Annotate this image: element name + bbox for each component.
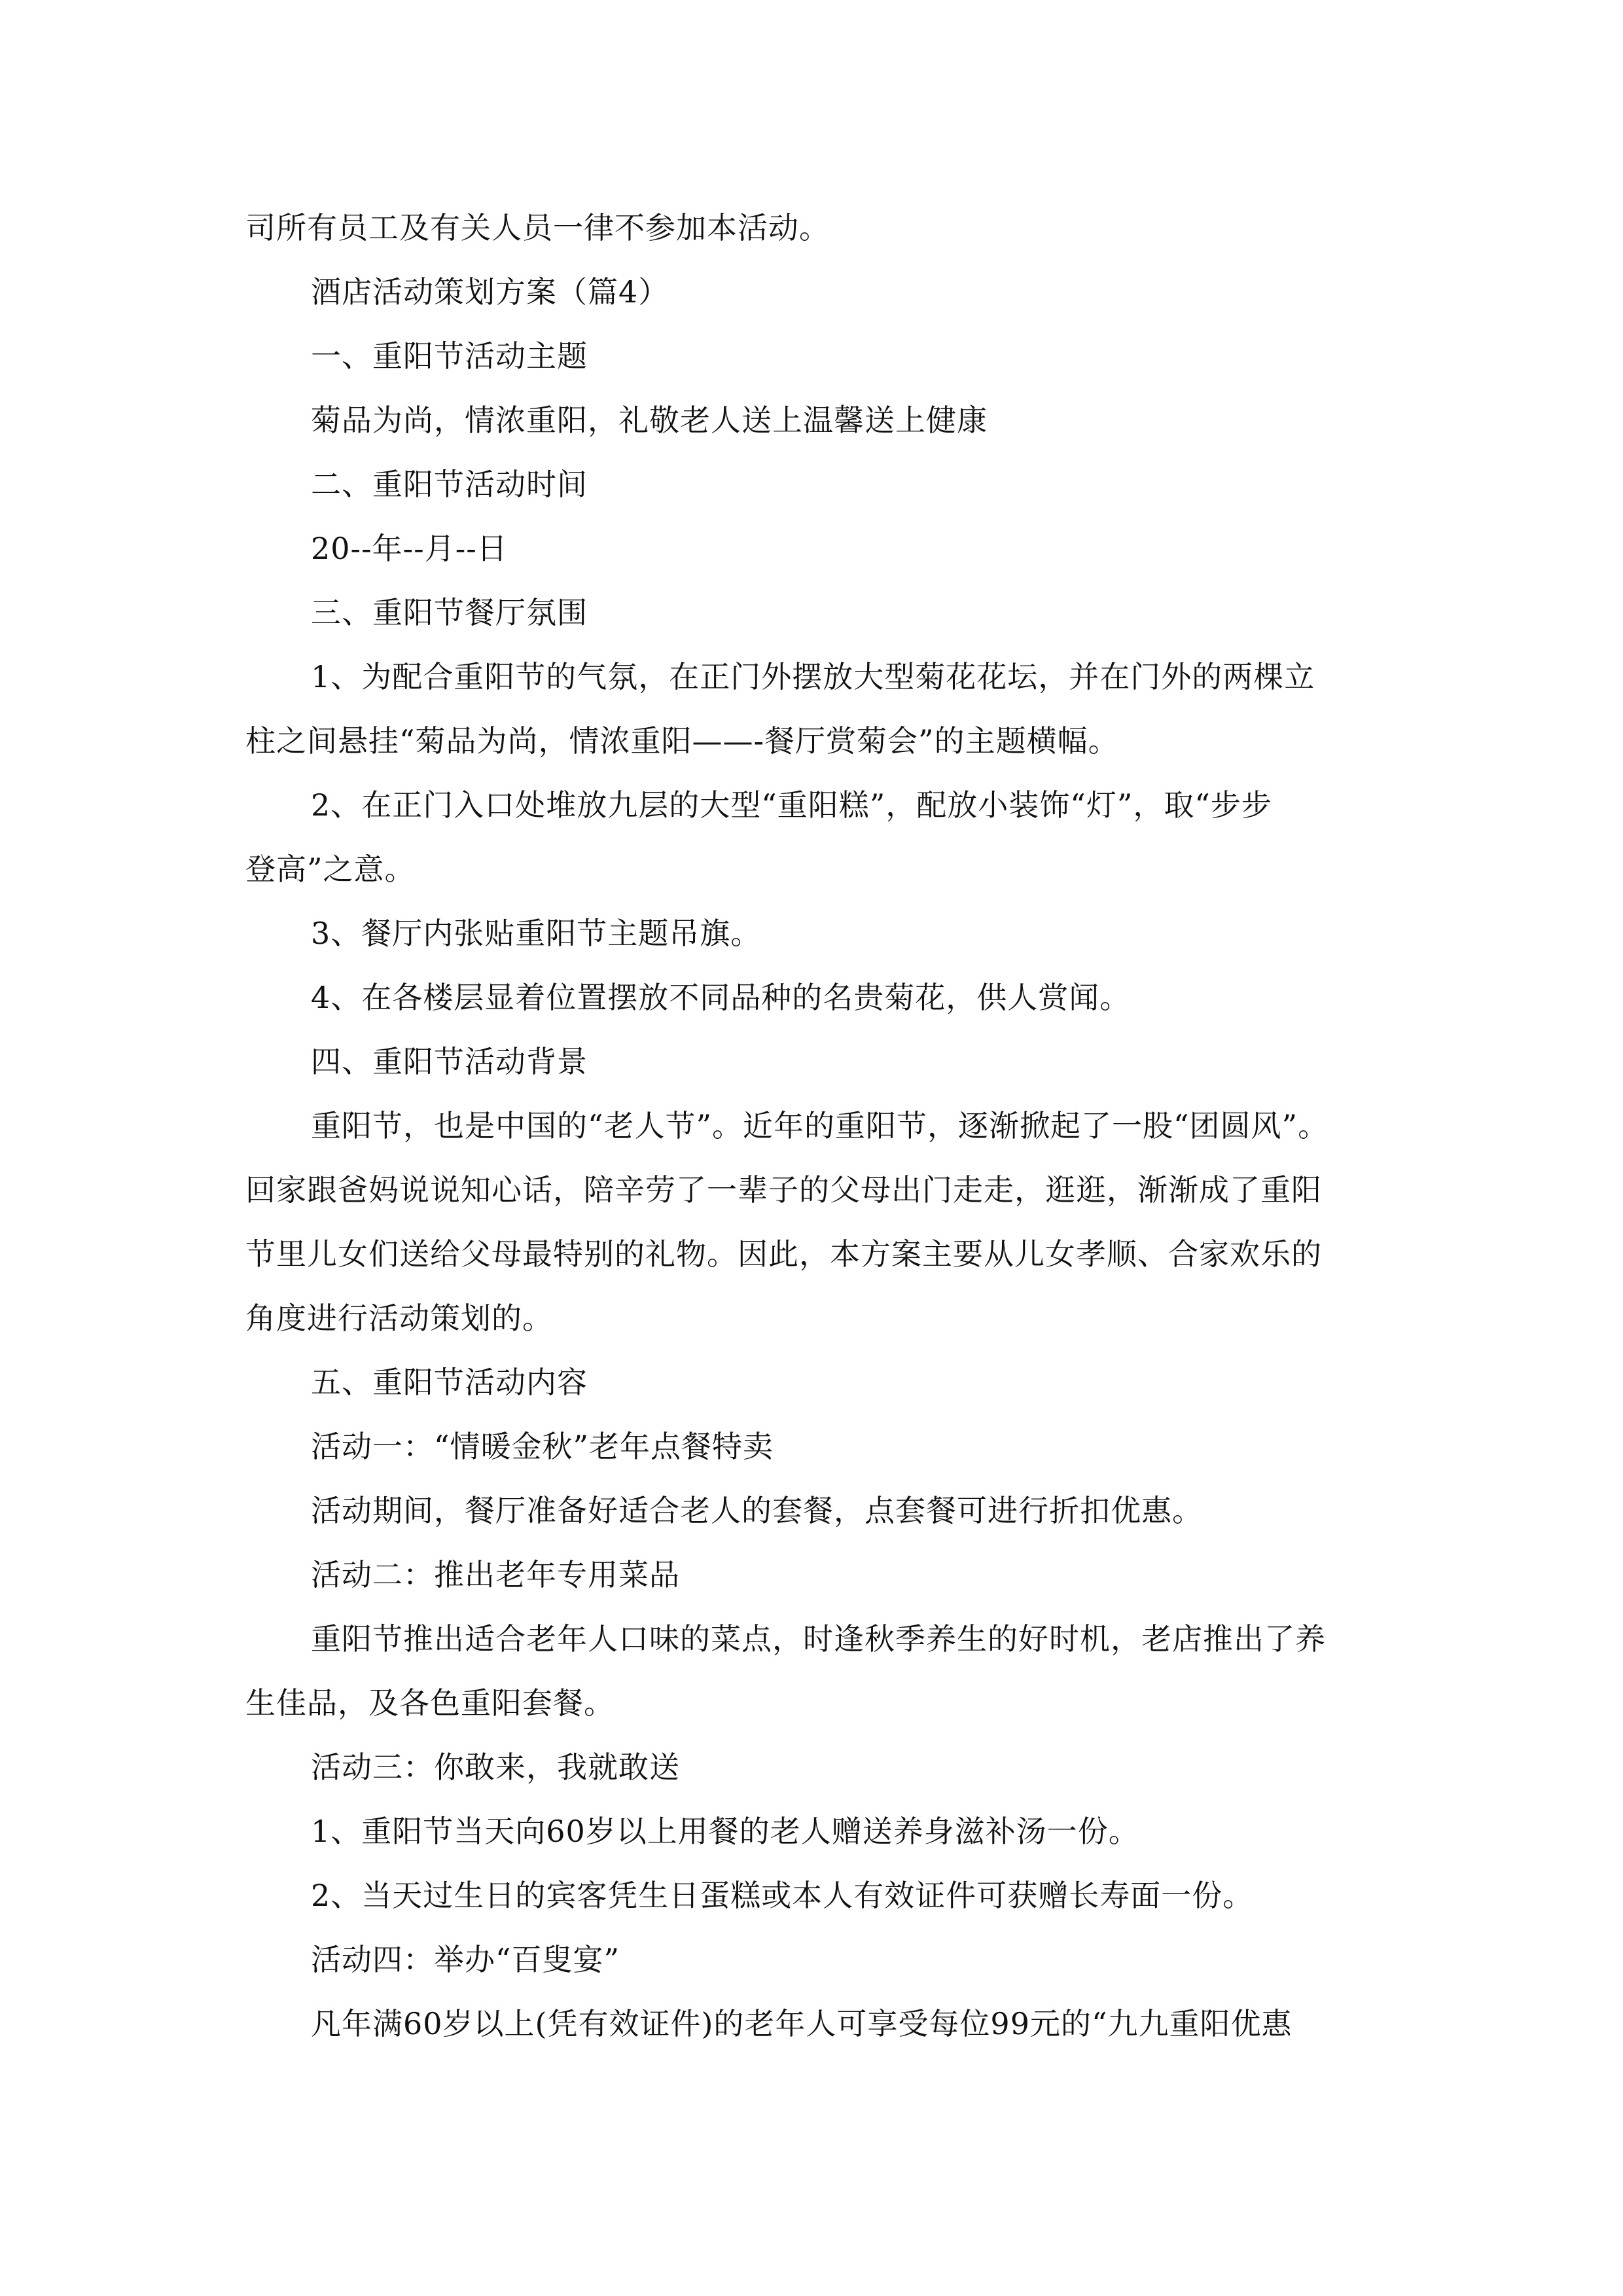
heading-background: 四、重阳节活动背景 (311, 1044, 588, 1079)
activity-1-text: 活动期间，餐厅准备好适合老人的套餐，点套餐可进行折扣优惠。 (311, 1493, 1203, 1528)
activity-3-title: 活动三：你敢来，我就敢送 (311, 1749, 680, 1785)
atmosphere-item-4: 4、在各楼层显着位置摆放不同品种的名贵菊花，供人赏闻。 (311, 980, 1131, 1015)
background-text-cont-1: 回家跟爸妈说说知心话，陪辛劳了一辈子的父母出门走走，逛逛，渐渐成了重阳 (245, 1172, 1322, 1208)
time-text: 20--年--月--日 (311, 531, 508, 566)
atmosphere-item-2-cont: 登高”之意。 (245, 852, 416, 887)
theme-text: 菊品为尚，情浓重阳，礼敬老人送上温馨送上健康 (311, 403, 988, 438)
heading-content: 五、重阳节活动内容 (311, 1365, 588, 1400)
atmosphere-item-1-cont: 柱之间悬挂“菊品为尚，情浓重阳——-餐厅赏菊会”的主题横幅。 (245, 723, 1119, 759)
activity-2-text: 重阳节推出适合老年人口味的菜点，时逢秋季养生的好时机，老店推出了养 (311, 1621, 1326, 1657)
section-title: 酒店活动策划方案（篇4） (311, 274, 669, 310)
background-text-cont-2: 节里儿女们送给父母最特别的礼物。因此，本方案主要从儿女孝顺、合家欢乐的 (245, 1236, 1322, 1272)
activity-3-item-2: 2、当天过生日的宾客凭生日蛋糕或本人有效证件可获赠长寿面一份。 (311, 1878, 1254, 1913)
activity-3-item-1: 1、重阳节当天向60岁以上用餐的老人赠送养身滋补汤一份。 (311, 1814, 1139, 1849)
atmosphere-item-3: 3、餐厅内张贴重阳节主题吊旗。 (311, 916, 762, 951)
activity-4-text: 凡年满60岁以上(凭有效证件)的老年人可享受每位99元的“九九重阳优惠 (311, 2006, 1293, 2041)
atmosphere-item-1: 1、为配合重阳节的气氛，在正门外摆放大型菊花花坛，并在门外的两棵立 (311, 659, 1315, 694)
atmosphere-item-2: 2、在正门入口处堆放九层的大型“重阳糕”，配放小装饰“灯”，取“步步 (311, 787, 1272, 823)
heading-time: 二、重阳节活动时间 (311, 467, 588, 502)
activity-2-text-cont: 生佳品，及各色重阳套餐。 (245, 1685, 615, 1721)
text-line-continuation: 司所有员工及有关人员一律不参加本活动。 (245, 210, 830, 245)
background-text: 重阳节，也是中国的“老人节”。近年的重阳节，逐渐掀起了一股“团圆风”。 (311, 1108, 1329, 1143)
heading-atmosphere: 三、重阳节餐厅氛围 (311, 595, 588, 630)
background-text-cont-3: 角度进行活动策划的。 (245, 1300, 553, 1336)
activity-2-title: 活动二：推出老年专用菜品 (311, 1557, 680, 1592)
activity-4-title: 活动四：举办“百叟宴” (311, 1942, 620, 1977)
heading-theme: 一、重阳节活动主题 (311, 338, 588, 374)
activity-1-title: 活动一：“情暖金秋”老年点餐特卖 (311, 1429, 774, 1464)
